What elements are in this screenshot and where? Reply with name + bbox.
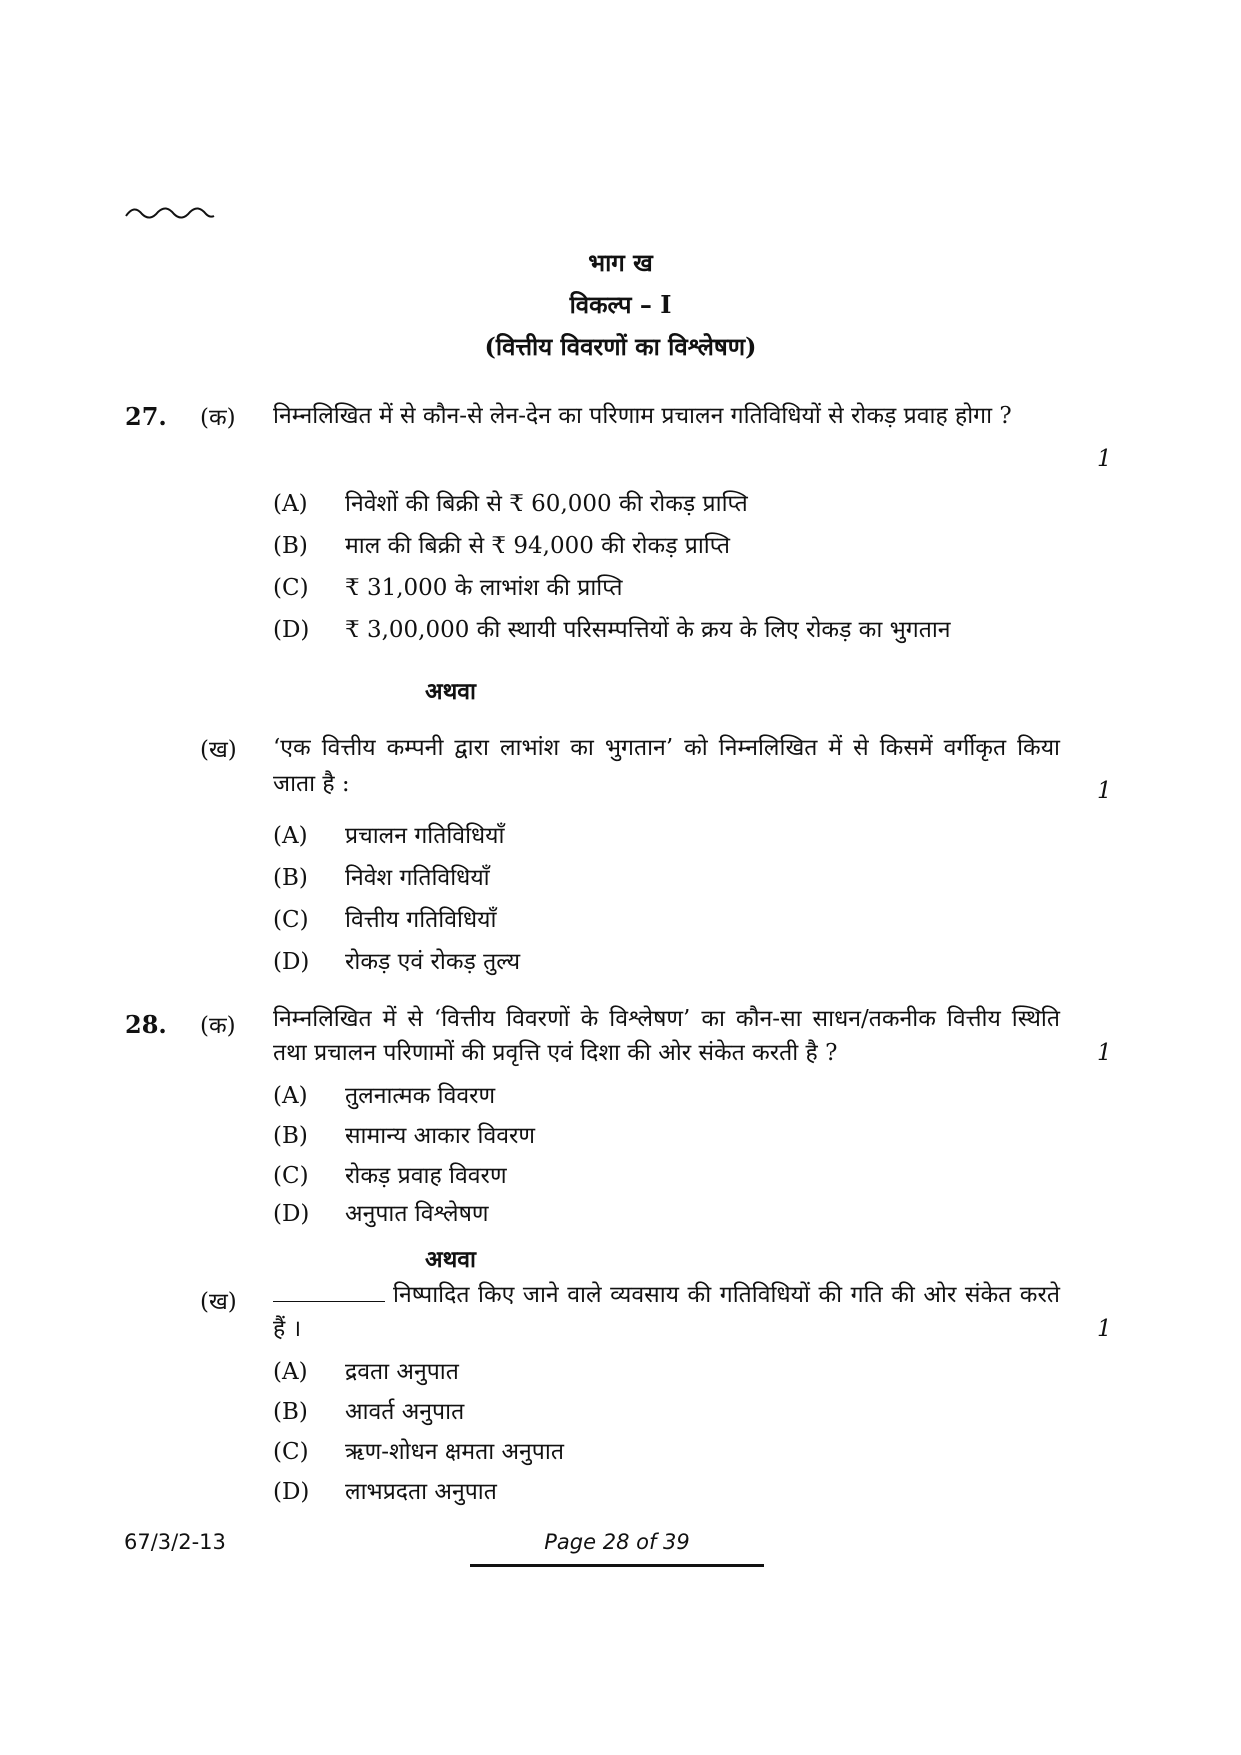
squiggle-mark-icon — [124, 200, 216, 224]
q28-b-option-c: (C) ऋण-शोधन क्षमता अनुपात — [273, 1439, 564, 1465]
page-number: Page 28 of 39 — [544, 1530, 690, 1554]
q27-part-a-label: (क) — [200, 405, 236, 431]
question-number-27: 27. — [125, 402, 167, 431]
q28-a-option-a: (A) तुलनात्मक विवरण — [273, 1083, 496, 1109]
q28-a-option-b: (B) सामान्य आकार विवरण — [273, 1123, 536, 1149]
q28-part-a-text: निम्नलिखित में से ‘वित्तीय विवरणों के विश्लेषण’ का कौन-सा साधन/तकनीक वित्तीय स्थिति तथा प्रचालन परिणामों की प्रवृत्ति एवं दिशा की ओर संकेत करती है ? — [273, 1006, 1060, 1066]
fill-in-blank — [273, 1279, 385, 1302]
q27-part-b-label: (ख) — [200, 737, 237, 763]
q27-part-a-text: निम्नलिखित में से कौन-से लेन-देन का परिणाम प्रचालन गतिविधियों से रोकड़ प्रवाह होगा ? — [273, 403, 1012, 429]
q27-b-option-a: (A) प्रचालन गतिविधियाँ — [273, 823, 505, 849]
q27-b-option-c: (C) वित्तीय गतिविधियाँ — [273, 907, 497, 933]
q28-part-a-marks: 1 — [1097, 1040, 1112, 1066]
q27-b-option-d: (D) रोकड़ एवं रोकड़ तुल्य — [273, 949, 521, 975]
q28-b-option-b: (B) आवर्त अनुपात — [273, 1399, 465, 1425]
q28-or-divider: अथवा — [425, 1246, 477, 1273]
q28-b-option-d: (D) लाभप्रदता अनुपात — [273, 1479, 497, 1505]
q27-a-option-c: (C) ₹ 31,000 के लाभांश की प्राप्ति — [273, 575, 623, 601]
q27-part-b-marks: 1 — [1097, 778, 1112, 804]
q27-part-b-text: ‘एक वित्तीय कम्पनी द्वारा लाभांश का भुगतान’ को निम्नलिखित में से किसमें वर्गीकृत किया जाता है : — [273, 735, 1060, 797]
paper-code: 67/3/2-13 — [124, 1530, 226, 1554]
q28-part-a-label: (क) — [200, 1013, 236, 1039]
q28-a-option-c: (C) रोकड़ प्रवाह विवरण — [273, 1163, 507, 1189]
q27-or-divider: अथवा — [425, 678, 477, 705]
q28-part-b-label: (ख) — [200, 1289, 237, 1315]
question-number-28: 28. — [125, 1010, 167, 1039]
q28-part-b-text: निष्पादित किए जाने वाले व्यवसाय की गतिविधियों की गति की ओर संकेत करते हैं । — [273, 1278, 1060, 1346]
section-heading: भाग ख — [588, 248, 653, 277]
q27-a-option-d: (D) ₹ 3,00,000 की स्थायी परिसम्पत्तियों के क्रय के लिए रोकड़ का भुगतान — [273, 617, 951, 643]
q27-a-option-b: (B) माल की बिक्री से ₹ 94,000 की रोकड़ प्राप्ति — [273, 533, 730, 559]
option-heading: विकल्प – I — [569, 290, 672, 319]
q28-b-option-a: (A) द्रवता अनुपात — [273, 1359, 459, 1385]
q28-a-option-d: (D) अनुपात विश्लेषण — [273, 1201, 489, 1227]
subject-heading: (वित्तीय विवरणों का विश्लेषण) — [484, 332, 757, 361]
q28-part-b-marks: 1 — [1097, 1316, 1112, 1342]
q27-part-a-marks: 1 — [1097, 446, 1112, 472]
footer-divider — [470, 1564, 764, 1567]
q27-a-option-a: (A) निवेशों की बिक्री से ₹ 60,000 की रोकड़ प्राप्ति — [273, 491, 748, 517]
q27-b-option-b: (B) निवेश गतिविधियाँ — [273, 865, 490, 891]
